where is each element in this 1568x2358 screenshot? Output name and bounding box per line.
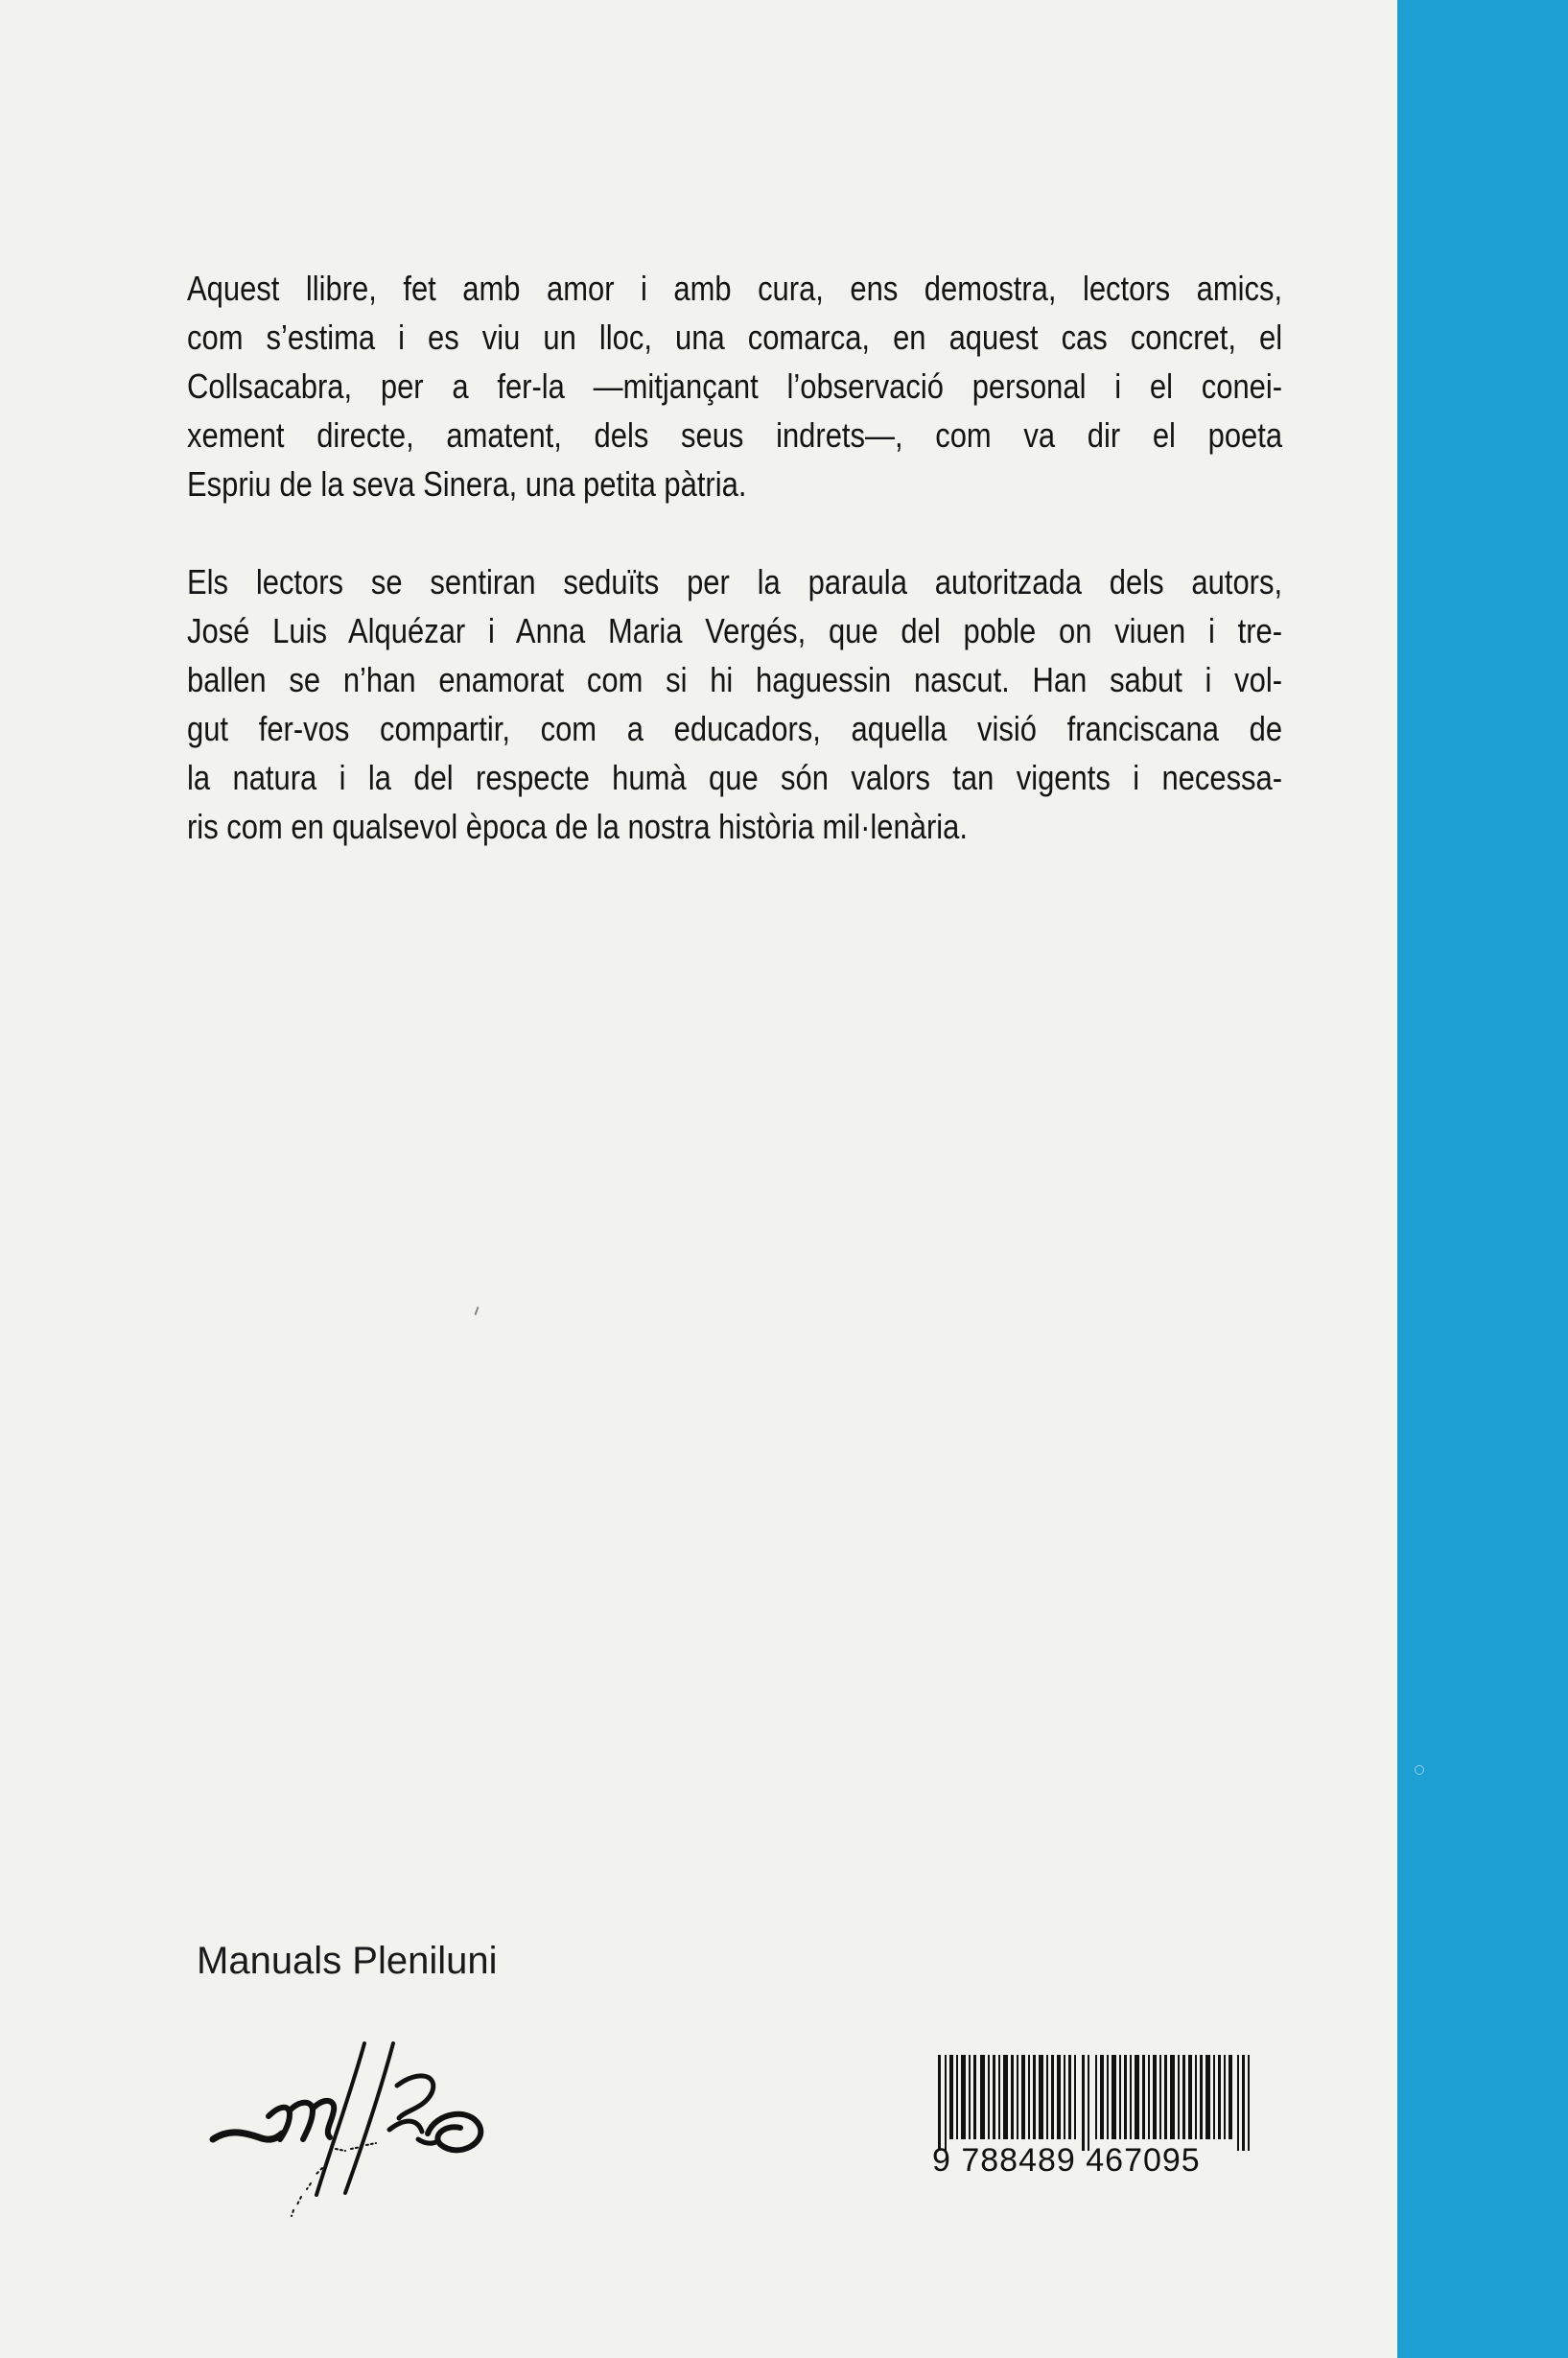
blurb-paragraph-1 xyxy=(187,264,1282,508)
blurb-line: gut fer-vos compartir, com a educadors, aquella visió franciscana de xyxy=(187,709,1283,748)
blurb-line: Espriu de la seva Sinera, una petita pàtria. xyxy=(187,464,747,504)
blurb-text xyxy=(187,264,1282,900)
blurb-line: la natura i la del respecte humà que són valors tan vigents i necessa- xyxy=(187,758,1283,797)
blurb-line: Els lectors se sentiran seduïts per la paraula autoritzada dels autors, xyxy=(187,562,1283,601)
blurb-line: Aquest llibre, fet amb amor i amb cura, ens demostra, lectors amics, xyxy=(187,269,1283,308)
isbn-number: 9 788489 467095 xyxy=(932,2142,1201,2179)
paper-speck xyxy=(475,1307,480,1315)
blurb-paragraph-2 xyxy=(187,557,1282,851)
blurb-line: com s’estima i es viu un lloc, una comarca, en aquest cas concret, el xyxy=(187,318,1283,357)
spine-speck xyxy=(1415,1765,1424,1775)
blurb-line: ballen se n’han enamorat com si hi haguessin nascut. Han sabut i vol- xyxy=(187,660,1283,699)
blurb-line: Collsacabra, per a fer-la —mitjançant l’observació personal i el conei- xyxy=(187,366,1283,406)
blurb-line: xement directe, amatent, dels seus indrets—, com va dir el poeta xyxy=(187,415,1283,455)
blurb-line: José Luis Alquézar i Anna Maria Vergés, que del poble on viuen i tre- xyxy=(187,611,1283,650)
blurb-line: ris com en qualsevol època de la nostra història mil·lenària. xyxy=(187,807,968,846)
series-name: Manuals Pleniluni xyxy=(197,1940,498,1982)
spine-color-band xyxy=(1397,0,1568,2358)
pleniluni-logo-icon xyxy=(201,2005,566,2226)
